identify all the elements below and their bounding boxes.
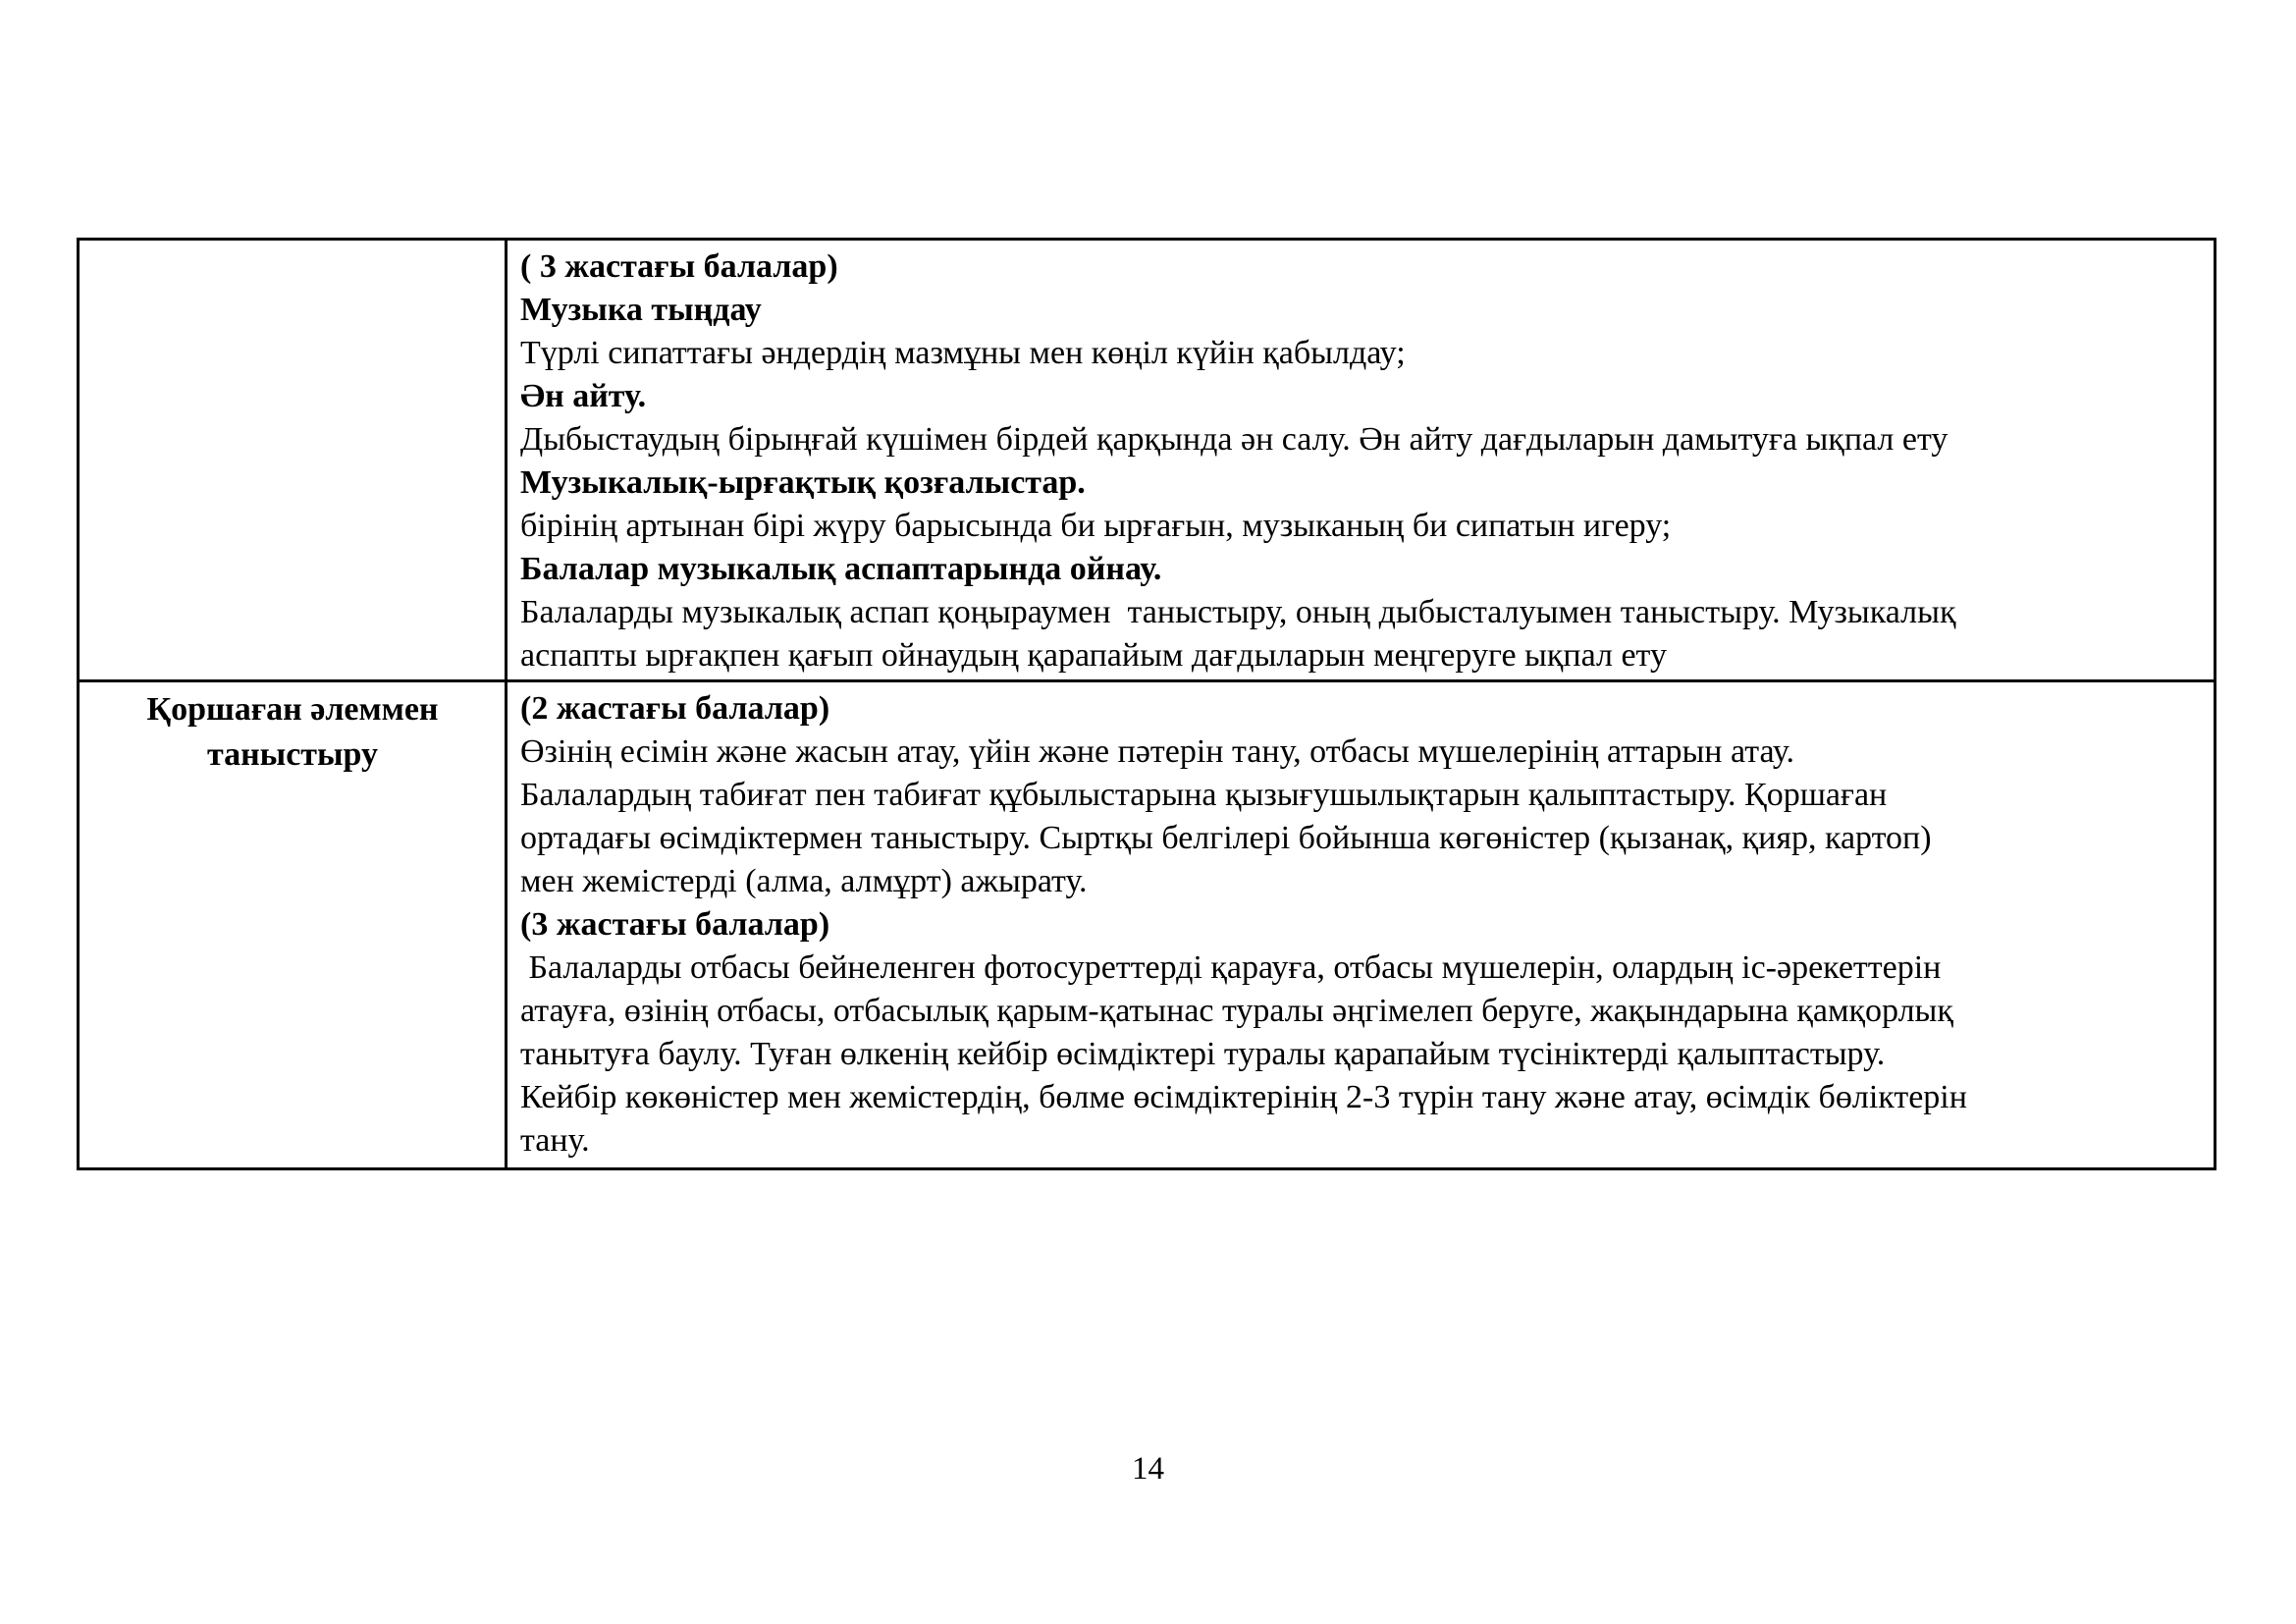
text-line: Музыка тыңдау (520, 292, 762, 328)
text-line: Музыкалық-ырғақтық қозғалыстар. (520, 464, 1086, 501)
text-line: мен жемістерді (алма, алмұрт) ажырату. (520, 863, 1088, 899)
text-line: ортадағы өсімдіктермен таныстыру. Сыртқы белгілері бойынша көгөністер (қызанақ, қияр, картоп) (520, 820, 1932, 856)
text-line: атауға, өзінің отбасы, отбасылық қарым-қатынас туралы әңгімелеп беруге, жақындарына қамқорлық (520, 993, 1953, 1029)
text-line: Балалар музыкалық аспаптарында ойнау. (520, 551, 1162, 587)
text-line: таныстыру (206, 736, 379, 773)
text-line: (3 жастағы балалар) (520, 906, 830, 943)
text-line: Балаларды отбасы бейнеленген фотосуреттерді қарауға, отбасы мүшелерін, олардың іс-әрекеттерін (520, 949, 1942, 986)
content-table (77, 238, 2216, 1170)
text-line: тану. (520, 1122, 590, 1159)
table-cell-right (507, 240, 2216, 681)
text-line: Қоршаған әлеммен (146, 691, 439, 728)
text-line: Түрлі сипаттағы әндердің мазмұны мен көңіл күйін қабылдау; (520, 335, 1406, 371)
table-row (79, 681, 2216, 1169)
text-line: Ән айту. (520, 378, 647, 414)
text-line: Балалардың табиғат пен табиғат құбылыстарына қызығушылықтарын қалыптастыру. Қоршаған (520, 777, 1888, 813)
table-row (79, 240, 2216, 681)
text-line: танытуға баулу. Туған өлкенің кейбір өсімдіктері туралы қарапайым түсініктерді қалыптастыру. (520, 1036, 1886, 1072)
text-line: (2 жастағы балалар) (520, 690, 830, 727)
table-cell-left (79, 681, 507, 1169)
page-number: 14 (1132, 1451, 1164, 1487)
text-line: ( 3 жастағы балалар) (520, 248, 838, 285)
text-line: бірінің артынан бірі жүру барысында би ырғағын, музыканың би сипатын игеру; (520, 508, 1672, 544)
text-line: Балаларды музыкалық аспап қоңыраумен таныстыру, оның дыбысталуымен таныстыру. Музыкалық (520, 594, 1956, 630)
table-cell-left (79, 240, 507, 681)
text-line: Кейбір көкөністер мен жемістердің, бөлме өсімдіктерінің 2-3 түрін тану және атау, өсімдік бөліктерін (520, 1079, 1967, 1115)
text-line: Дыбыстаудың бірыңғай күшімен бірдей қарқында ән салу. Ән айту дағдыларын дамытуға ықпал ету (520, 421, 1949, 458)
table-cell-right (507, 681, 2216, 1169)
text-line: Өзінің есімін және жасын атау, үйін және пәтерін тану, отбасы мүшелерінің аттарын атау. (520, 733, 1794, 770)
text-line: аспапты ырғақпен қағып ойнаудың қарапайым дағдыларын меңгеруге ықпал ету (520, 637, 1667, 674)
